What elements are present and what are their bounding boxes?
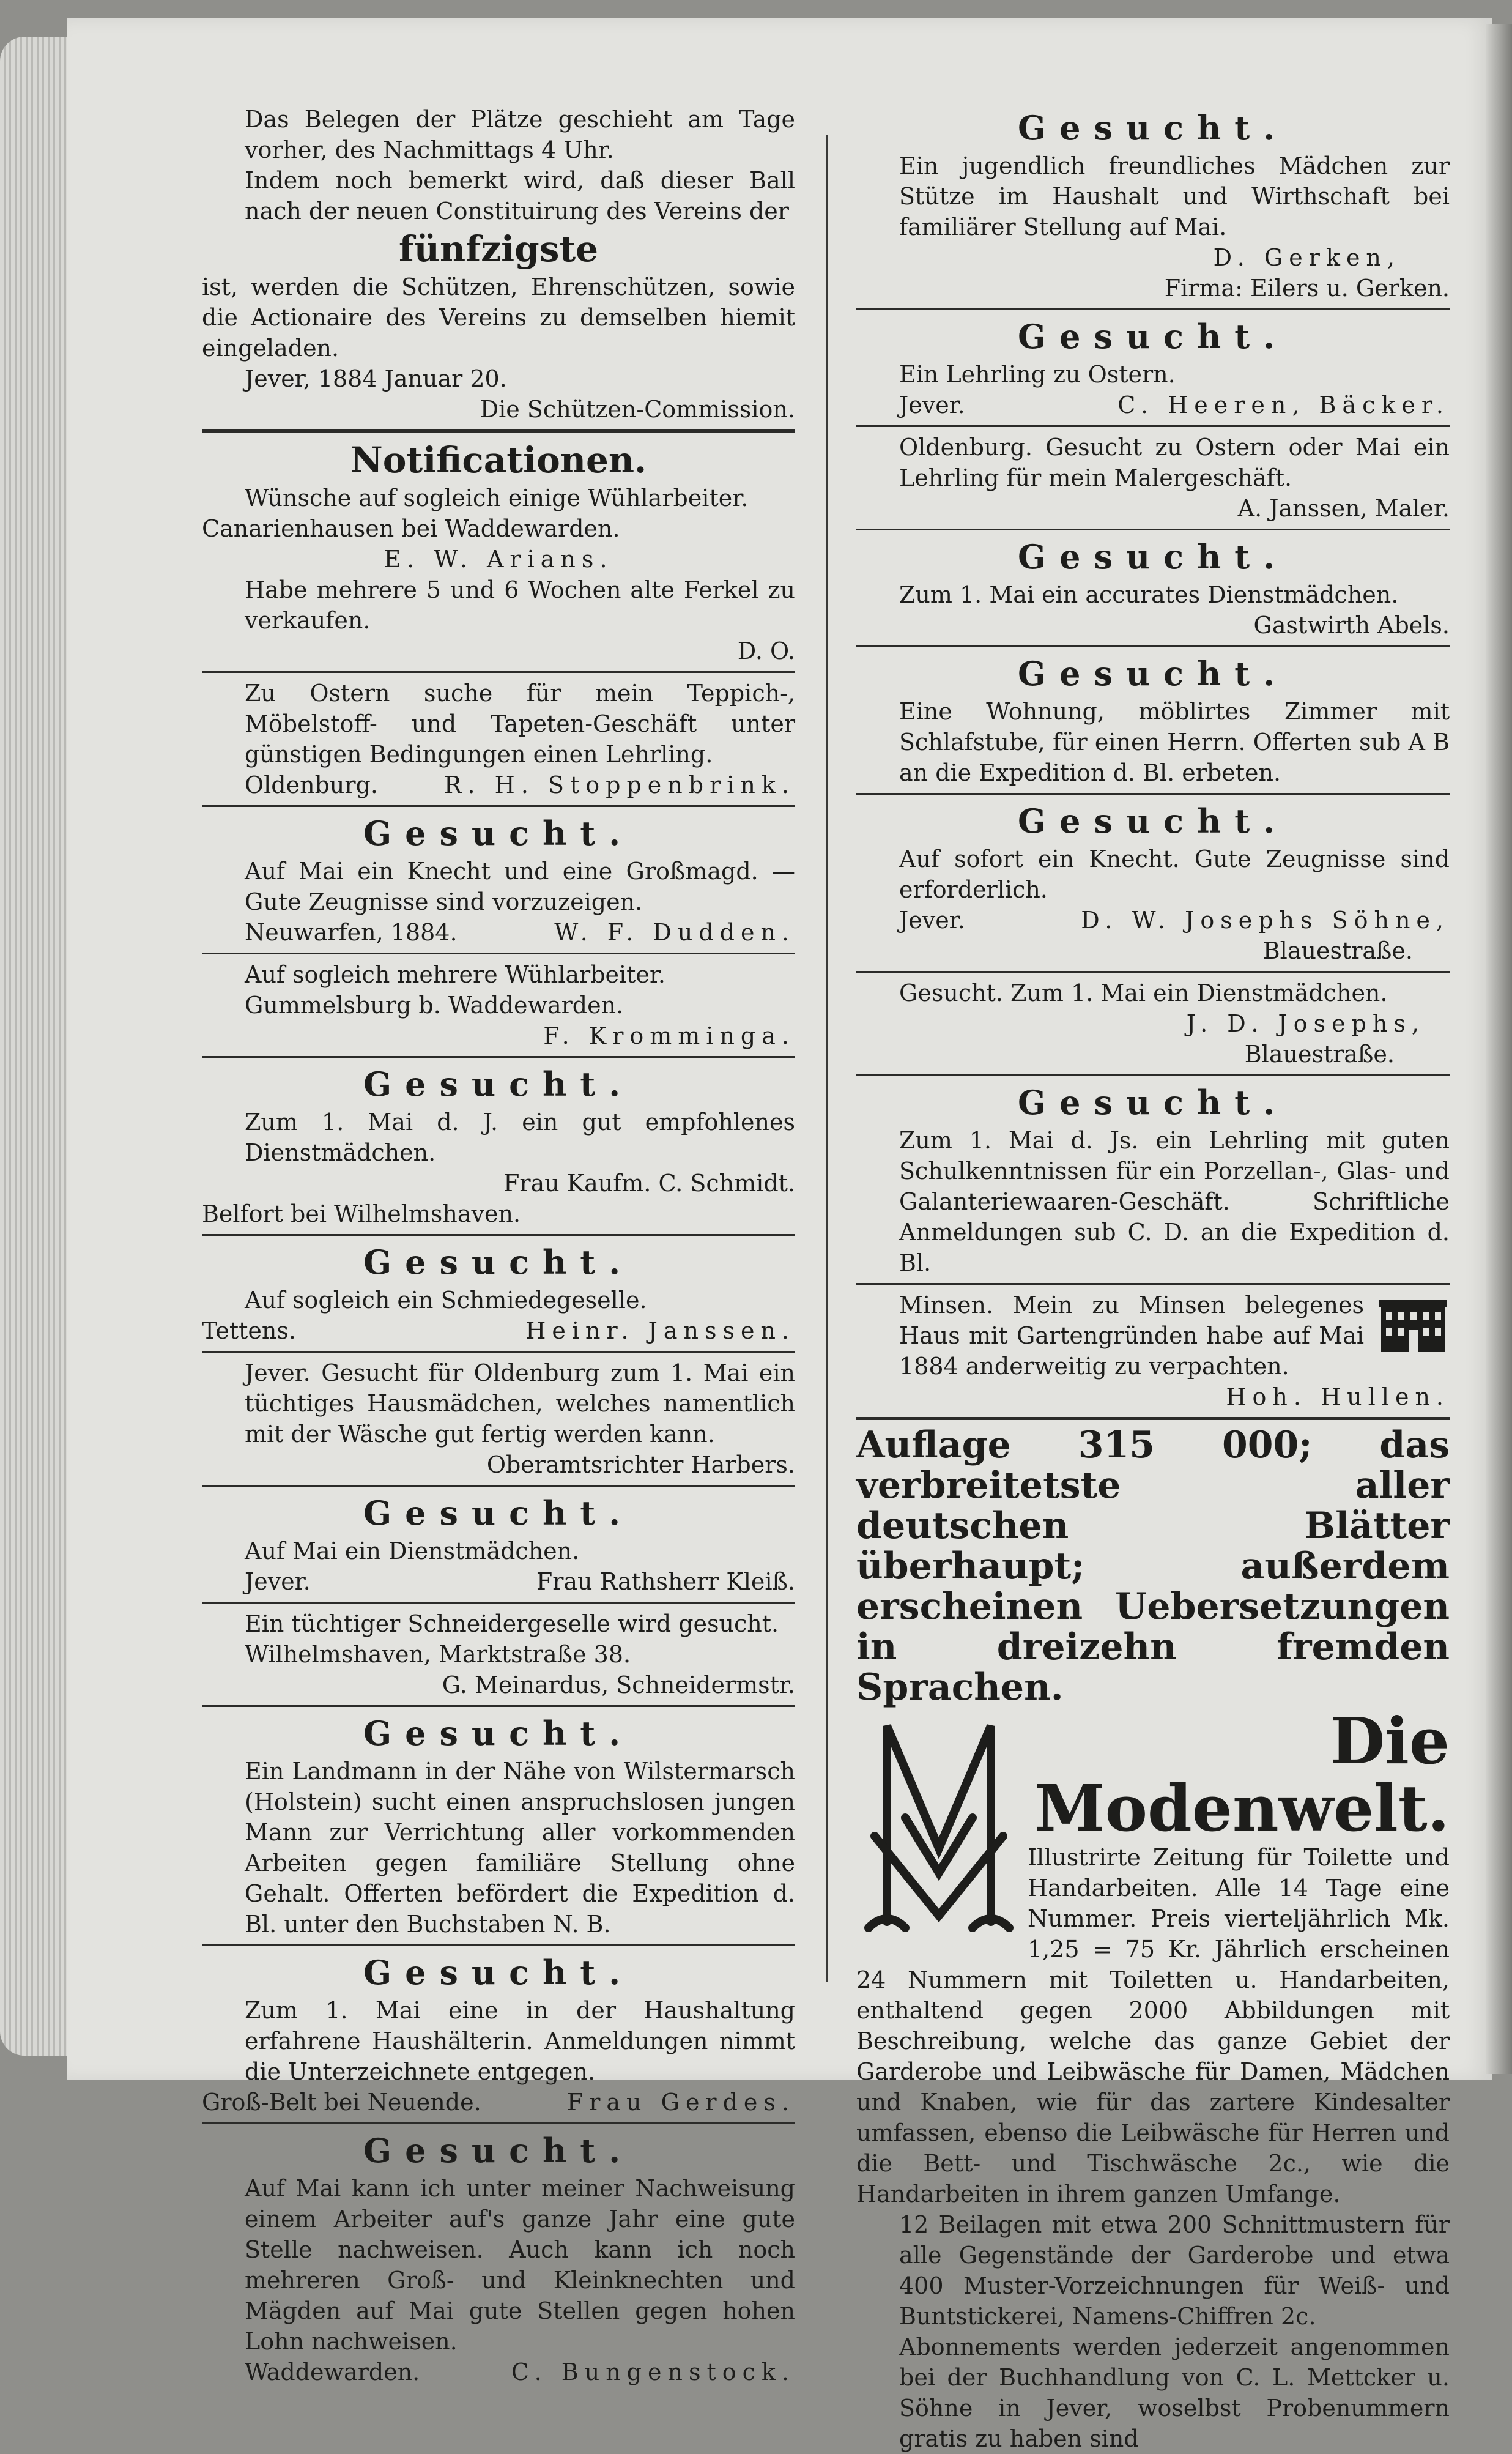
ad-text: Auf sogleich mehrere Wühlarbeiter. [245,961,666,988]
section-heading: Notificationen. [350,439,647,481]
ad-place: Waddewarden. [245,2359,420,2385]
ad-text: Ein tüchtiger Schneidergeselle wird gesucht. [245,1610,779,1637]
ad-text: Illustrirte Zeitung für Toilette und Handarbeiten. Alle 14 Tage eine Nummer. Preis vierteljährlich Mk. 1,25 = 75 Kr. Jährlich erscheinen 24 Nummern mit Toiletten u. Handarbeiten, enthaltend gegen 2000 Abbildungen mit Beschreibung, welche das ganze Gebiet der Garderobe und Leibwäsche für Damen, Mädchen und Knaben, wie für das zartere Kindesalter umfassen, ebenso die Leibwäsche für Herren und die Bett- und Tischwäsche 2c., wie die Handarbeiten in ihrem ganzen Umfange. [856,1844,1450,2207]
ad-text: Auf sofort ein Knecht. Gute Zeugnisse sind erforderlich. [899,846,1450,903]
ad-text: Wünsche auf sogleich einige Wühlarbeiter. [245,485,749,511]
classified-ad [202,959,795,1051]
divider-rule [856,529,1450,530]
classified-ad [202,1241,795,1346]
ad-signature: J. D. Josephs, [1186,1010,1425,1037]
ad-heading: Gesucht. [363,1243,634,1282]
divider-rule [856,1417,1450,1420]
ad-text: Oldenburg. Gesucht zu Ostern oder Mai ein Lehrling für mein Malergeschäft. [899,434,1450,491]
ad-signature: Hoh. Hullen. [1226,1383,1450,1410]
classified-ad [202,678,795,800]
house-icon [1376,1293,1450,1355]
classified-ad [202,1492,795,1597]
classified-ad [856,652,1450,788]
ad-heading: Gesucht. [363,1493,634,1533]
ad-signature: E. W. Arians. [384,546,613,573]
ad-text: Auf Mai ein Dienstmädchen. [245,1537,580,1564]
ad-text: Zum 1. Mai eine in der Haushaltung erfahrene Haushälterin. Anmeldungen nimmt die Unterzeichnete entgegen. [245,1997,795,2085]
divider-rule [202,805,795,807]
classified-ad [202,574,795,666]
divider-rule [856,645,1450,647]
modenwelt-monogram-icon [862,1714,1015,1946]
divider-rule [856,1283,1450,1285]
ad-text: Eine Wohnung, möblirtes Zimmer mit Schlafstube, für einen Herrn. Offerten sub A B an die Expedition d. Bl. erbeten. [899,698,1450,786]
ad-place: Oldenburg. [245,772,378,798]
ad-heading: Gesucht. [1017,801,1289,841]
ad-place: Jever. [899,392,965,418]
classified-ad [856,1290,1450,1412]
ad-signature: Heinr. Janssen. [525,1317,795,1344]
ad-signature: Frau Rathsherr Kleiß. [536,1568,795,1595]
ad-place: Tettens. [202,1317,296,1344]
modenwelt-advertisement [856,1425,1450,2454]
ad-signature: G. Meinardus, Schneidermstr. [442,1671,795,1698]
ad-text: Gesucht. Zum 1. Mai ein Dienstmädchen. [899,980,1388,1006]
ad-place: Neuwarfen, 1884. [245,919,458,946]
ad-signature: D. W. Josephs Söhne, [1081,907,1450,934]
classified-ad [856,106,1450,303]
notice-text: Das Belegen der Plätze geschieht am Tage vorher, des Nachmittags 4 Uhr. [245,106,795,163]
notice-date: Jever, 1884 Januar 20. [245,365,507,392]
ad-signature: D. Gerken, [1213,244,1401,271]
ad-heading: Gesucht. [363,1714,634,1753]
right-column [856,104,1450,2454]
ad-signature: C. Bungenstock. [511,2359,795,2385]
ad-signature: R. H. Stoppenbrink. [443,772,795,798]
ad-text: Zu Ostern suche für mein Teppich-, Möbelstoff- und Tapeten-Geschäft unter günstigen Bedingungen einen Lehrling. [245,680,795,768]
classified-ad [856,1081,1450,1278]
notice-text: ist, werden die Schützen, Ehrenschützen, sowie die Actionaire des Vereins zu demselben hiemit eingeladen. [202,273,795,362]
classified-ad [202,1712,795,1939]
ad-heading: Gesucht. [1017,1083,1289,1122]
classified-ad [856,315,1450,420]
ad-heading: Gesucht. [363,1953,634,1992]
divider-rule [856,308,1450,310]
classified-ad [202,2129,795,2387]
ad-place: Groß-Belt bei Neuende. [202,2089,481,2116]
divider-rule [202,429,795,433]
ad-signature: Firma: Eilers u. Gerken. [1164,275,1450,302]
ad-place: Canarienhausen bei Waddewarden. [202,515,620,542]
classified-ad [856,535,1450,641]
divider-rule [202,1944,795,1946]
classified-ad [202,1608,795,1700]
ad-heading: Gesucht. [1017,654,1289,693]
page-right-edge [1486,24,1512,2074]
ad-signature: Blauestraße. [1244,1041,1395,1068]
ad-signature: Frau Gerdes. [566,2089,795,2116]
ad-place: Gummelsburg b. Waddewarden. [245,992,624,1019]
ad-signature: W. F. Dudden. [554,919,795,946]
ad-text: Ein Landmann in der Nähe von Wilstermarsch (Holstein) sucht einen anspruchslosen jungen Mann zur Verrichtung aller vorkommenden Arbeiten gegen familiäre Stellung ohne Gehalt. Offerten befördert die Expedition d. Bl. unter den Buchstaben N. B. [245,1758,795,1938]
ad-heading: Gesucht. [363,1065,634,1104]
schuetzen-notice [202,104,795,425]
ad-signature: Blauestraße. [1262,937,1413,964]
ad-text: Zum 1. Mai ein accurates Dienstmädchen. [899,581,1399,608]
divider-rule [202,2122,795,2124]
column-divider [826,135,828,1982]
classified-ad [202,1063,795,1229]
divider-rule [856,971,1450,973]
classified-ad [202,483,795,574]
notice-text: Indem noch bemerkt wird, daß dieser Ball nach der neuen Constituirung des Vereins der [245,167,795,225]
classified-ad [202,1358,795,1480]
ad-text: Ein jugendlich freundliches Mädchen zur Stütze im Haushalt und Wirthschaft bei familiärer Stellung auf Mai. [899,152,1450,240]
ad-heading: Gesucht. [1017,537,1289,576]
divider-rule [856,793,1450,795]
notice-emphasis: fünfzigste [398,228,599,270]
divider-rule [202,1056,795,1058]
ad-signature: Frau Kaufm. C. Schmidt. [503,1170,795,1197]
divider-rule [202,671,795,673]
classified-ad [202,1951,795,2118]
ad-text: 12 Beilagen mit etwa 200 Schnittmustern für alle Gegenstände der Garderobe und etwa 400 Muster-Vorzeichnungen für Weiß- und Buntstickerei, Namens-Chiffren 2c. [899,2211,1450,2330]
classified-ad [202,812,795,948]
divider-rule [202,1234,795,1236]
divider-rule [202,1351,795,1353]
ad-text: Auf Mai ein Knecht und eine Großmagd. — Gute Zeugnisse sind vorzuzeigen. [245,858,795,915]
left-column [202,104,795,2387]
notice-signature: Die Schützen-Commission. [480,396,795,423]
ad-signature: A. Janssen, Maler. [1237,495,1450,522]
divider-rule [202,1602,795,1604]
ad-place: Wilhelmshaven, Marktstraße 38. [245,1641,631,1668]
page-binding-edge [0,37,73,2056]
ad-signature: D. O. [737,638,795,664]
ad-signature: C. Heeren, Bäcker. [1117,392,1450,418]
divider-rule [856,1074,1450,1076]
ad-text: Abonnements werden jederzeit angenommen bei der Buchhandlung von C. L. Mettcker u. Söhne in Jever, woselbst Probenummern gratis zu haben sind [899,2333,1450,2452]
classified-ad [856,978,1450,1069]
ad-heading: Gesucht. [1017,108,1289,147]
ad-heading: Gesucht. [363,2131,634,2170]
ad-text: Auf sogleich ein Schmiedegeselle. [245,1287,647,1314]
divider-rule [856,425,1450,427]
circulation-headline: Auflage 315 000; das verbreitetste aller deutschen Blätter überhaupt; außerdem erscheinen Uebersetzungen in dreizehn fremden Sprachen. [856,1424,1450,1709]
ad-heading: Gesucht. [1017,317,1289,356]
ad-signature: Oberamtsrichter Harbers. [486,1451,795,1478]
modenwelt-title: Die Modenwelt. [1034,1703,1450,1846]
ad-text: Minsen. Mein zu Minsen belegenes Haus mit Gartengründen habe auf Mai 1884 anderweitig zu verpachten. [899,1292,1364,1380]
ad-text: Zum 1. Mai d. Js. ein Lehrling mit guten Schulkenntnissen für ein Porzellan-, Glas- und Galanteriewaaren-Geschäft. Schriftliche Anmeldungen sub C. D. an die Expedition d. Bl. [899,1127,1450,1276]
classified-ad [856,432,1450,524]
ad-place: Belfort bei Wilhelmshaven. [202,1200,521,1227]
ad-signature: F. Kromminga. [543,1022,795,1049]
ad-text: Auf Mai kann ich unter meiner Nachweisung einem Arbeiter auf's ganze Jahr eine gute Stelle nachweisen. Auch kann ich noch mehreren Groß- und Kleinknechten und Mägden auf Mai gute Stellen gegen hohen Lohn nachweisen. [245,2175,795,2355]
divider-rule [202,1705,795,1707]
ad-text: Zum 1. Mai d. J. ein gut empfohlenes Dienstmädchen. [245,1109,795,1166]
ad-text: Habe mehrere 5 und 6 Wochen alte Ferkel zu verkaufen. [245,576,795,634]
divider-rule [202,1485,795,1487]
divider-rule [202,953,795,954]
ad-place: Jever. [245,1568,311,1595]
ad-text: Ein Lehrling zu Ostern. [899,361,1176,388]
classified-ad [856,800,1450,966]
ad-place: Jever. [899,907,965,934]
ad-heading: Gesucht. [363,814,634,853]
ad-signature: Gastwirth Abels. [1253,612,1450,639]
ad-text: Jever. Gesucht für Oldenburg zum 1. Mai ein tüchtiges Hausmädchen, welches namentlich mit der Wäsche gut fertig werden kann. [245,1359,795,1448]
